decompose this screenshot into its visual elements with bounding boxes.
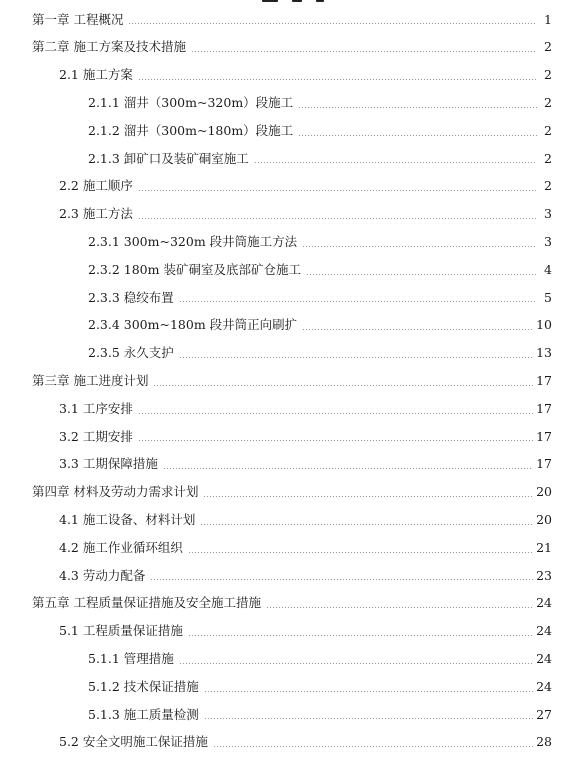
dot-leader bbox=[179, 301, 537, 302]
dot-leader bbox=[254, 162, 537, 163]
dot-leader bbox=[138, 79, 537, 80]
table-of-contents bbox=[0, 6, 586, 757]
dot-leader bbox=[138, 413, 533, 414]
dot-leader bbox=[213, 746, 533, 747]
toc-entry-3-1[interactable] bbox=[0, 395, 586, 423]
toc-entry-page: 20 bbox=[536, 511, 552, 527]
toc-entry-title: 2.3.2 180m 装矿硐室及底部矿仓施工 bbox=[88, 261, 301, 277]
toc-entry-page: 2 bbox=[544, 178, 552, 194]
dot-leader bbox=[204, 718, 533, 719]
toc-entry-4-2[interactable] bbox=[0, 534, 586, 562]
toc-entry-page: 17 bbox=[536, 400, 552, 416]
toc-entry-page: 5 bbox=[544, 289, 552, 305]
toc-entry-title: 第四章 材料及劳动力需求计划 bbox=[32, 484, 199, 500]
dot-leader bbox=[138, 218, 537, 219]
toc-entry-2-3-2[interactable] bbox=[0, 256, 586, 284]
toc-entry-2-1-3[interactable] bbox=[0, 145, 586, 173]
toc-entry-title: 第二章 施工方案及技术措施 bbox=[32, 39, 186, 55]
dot-leader bbox=[306, 274, 537, 275]
toc-entry-page: 1 bbox=[544, 11, 552, 27]
toc-entry-title: 第三章 施工进度计划 bbox=[32, 373, 149, 388]
dot-leader bbox=[302, 329, 533, 330]
dot-leader bbox=[203, 496, 533, 497]
toc-entry-5-1[interactable] bbox=[0, 618, 586, 646]
dot-leader bbox=[200, 524, 533, 525]
toc-entry-5-2[interactable] bbox=[0, 729, 586, 757]
toc-entry-chapter-3[interactable] bbox=[0, 367, 586, 395]
toc-entry-title: 2.3.1 300m~320m 段井筒施工方法 bbox=[88, 234, 298, 250]
dot-leader bbox=[266, 607, 533, 608]
toc-entry-page: 2 bbox=[544, 122, 552, 138]
toc-entry-title: 第一章 工程概况 bbox=[32, 11, 124, 27]
toc-entry-page: 2 bbox=[544, 67, 552, 83]
toc-entry-title: 2.1.1 溜井（300m~320m）段施工 bbox=[88, 95, 294, 111]
toc-entry-page: 4 bbox=[544, 261, 552, 277]
toc-entry-3-2[interactable] bbox=[0, 423, 586, 451]
toc-entry-4-3[interactable] bbox=[0, 562, 586, 590]
toc-entry-4-1[interactable] bbox=[0, 506, 586, 534]
toc-entry-title: 2.2 施工顺序 bbox=[59, 178, 133, 194]
toc-entry-title: 5.2 安全文明施工保证措施 bbox=[59, 734, 208, 750]
toc-entry-page: 3 bbox=[544, 234, 552, 250]
dot-leader bbox=[204, 691, 533, 692]
toc-entry-5-1-1[interactable] bbox=[0, 645, 586, 673]
dot-leader bbox=[188, 635, 533, 636]
toc-entry-page: 24 bbox=[536, 678, 552, 694]
toc-entry-title: 2.3.4 300m~180m 段井筒正向刷扩 bbox=[88, 317, 298, 333]
dot-leader bbox=[128, 23, 537, 24]
toc-entry-page: 2 bbox=[544, 39, 552, 55]
toc-entry-title: 3.3 工期保障措施 bbox=[59, 456, 158, 472]
toc-entry-2-3-1[interactable] bbox=[0, 228, 586, 256]
toc-entry-2-3[interactable] bbox=[0, 201, 586, 229]
cropped-heading-fragment bbox=[0, 0, 586, 4]
toc-entry-chapter-2[interactable] bbox=[0, 34, 586, 62]
toc-entry-title: 5.1.1 管理措施 bbox=[88, 650, 174, 666]
toc-entry-page: 24 bbox=[536, 595, 552, 611]
toc-entry-title: 2.1.3 卸矿口及装矿硐室施工 bbox=[88, 150, 249, 166]
toc-entry-2-1-2[interactable] bbox=[0, 117, 586, 145]
toc-entry-chapter-1[interactable] bbox=[0, 6, 586, 34]
dot-leader bbox=[138, 190, 537, 191]
toc-entry-5-1-3[interactable] bbox=[0, 701, 586, 729]
toc-entry-title: 2.1.2 溜井（300m~180m）段施工 bbox=[88, 122, 294, 138]
toc-entry-page: 28 bbox=[536, 734, 552, 750]
toc-entry-page: 17 bbox=[536, 456, 552, 472]
toc-entry-3-3[interactable] bbox=[0, 451, 586, 479]
toc-entry-page: 2 bbox=[544, 95, 552, 111]
toc-entry-chapter-4[interactable] bbox=[0, 479, 586, 507]
toc-entry-title: 4.2 施工作业循环组织 bbox=[59, 539, 183, 555]
toc-entry-title: 2.1 施工方案 bbox=[59, 67, 133, 83]
toc-entry-title: 2.3 施工方法 bbox=[59, 206, 133, 222]
dot-leader bbox=[298, 107, 537, 108]
toc-entry-page: 24 bbox=[536, 623, 552, 639]
toc-entry-title: 2.3.5 永久支护 bbox=[88, 345, 174, 361]
dot-leader bbox=[179, 357, 533, 358]
toc-entry-page: 17 bbox=[536, 428, 552, 444]
toc-entry-title: 5.1 工程质量保证措施 bbox=[59, 623, 183, 639]
dot-leader bbox=[191, 51, 537, 52]
dot-leader bbox=[138, 440, 533, 441]
toc-entry-page: 13 bbox=[536, 345, 552, 361]
dot-leader bbox=[153, 385, 533, 386]
toc-entry-page: 3 bbox=[544, 206, 552, 222]
toc-entry-2-3-5[interactable] bbox=[0, 340, 586, 368]
toc-entry-2-1[interactable] bbox=[0, 62, 586, 90]
toc-entry-page: 21 bbox=[536, 539, 552, 555]
toc-entry-title: 第五章 工程质量保证措施及安全施工措施 bbox=[32, 595, 261, 611]
toc-entry-title: 2.3.3 稳绞布置 bbox=[88, 289, 174, 305]
toc-entry-2-3-3[interactable] bbox=[0, 284, 586, 312]
toc-entry-chapter-5[interactable] bbox=[0, 590, 586, 618]
dot-leader bbox=[150, 579, 533, 580]
toc-entry-page: 20 bbox=[536, 484, 552, 500]
toc-entry-page: 23 bbox=[536, 567, 552, 583]
toc-entry-2-2[interactable] bbox=[0, 173, 586, 201]
dot-leader bbox=[302, 246, 537, 247]
toc-entry-title: 3.1 工序安排 bbox=[59, 400, 133, 416]
toc-entry-title: 5.1.2 技术保证措施 bbox=[88, 678, 199, 694]
toc-entry-page: 17 bbox=[536, 373, 552, 388]
dot-leader bbox=[298, 135, 537, 136]
toc-entry-2-1-1[interactable] bbox=[0, 89, 586, 117]
dot-leader bbox=[188, 552, 533, 553]
toc-entry-5-1-2[interactable] bbox=[0, 673, 586, 701]
toc-entry-title: 3.2 工期安排 bbox=[59, 428, 133, 444]
toc-entry-page: 27 bbox=[536, 706, 552, 722]
toc-entry-title: 5.1.3 施工质量检测 bbox=[88, 706, 199, 722]
toc-entry-page: 2 bbox=[544, 150, 552, 166]
toc-entry-page: 10 bbox=[536, 317, 552, 333]
toc-entry-page: 24 bbox=[536, 650, 552, 666]
toc-entry-title: 4.1 施工设备、材料计划 bbox=[59, 511, 196, 527]
toc-entry-2-3-4[interactable] bbox=[0, 312, 586, 340]
dot-leader bbox=[163, 468, 533, 469]
dot-leader bbox=[179, 663, 533, 664]
toc-entry-title: 4.3 劳动力配备 bbox=[59, 567, 146, 583]
